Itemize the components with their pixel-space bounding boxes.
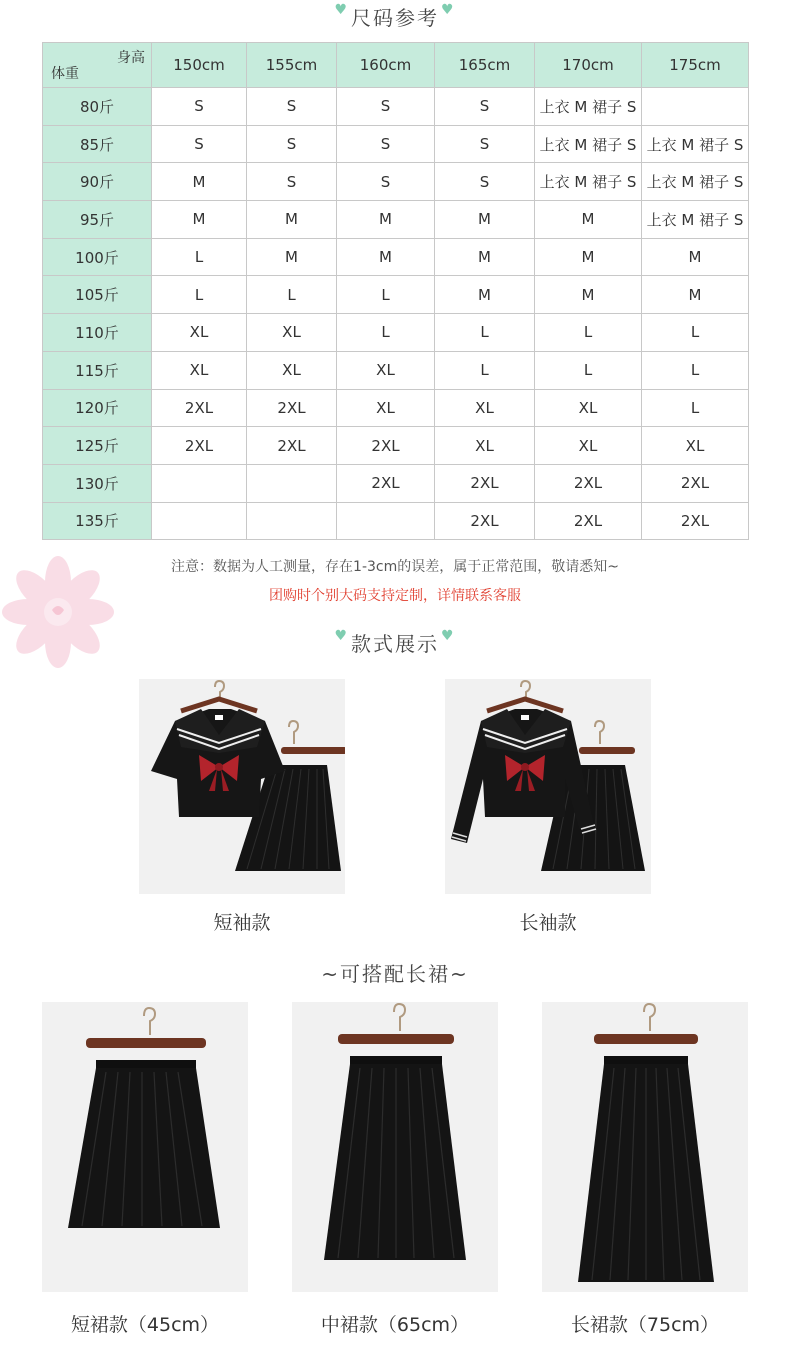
size-cell: 上衣 M 裙子 S — [535, 88, 642, 126]
table-corner-cell — [43, 43, 152, 88]
size-cell: 上衣 M 裙子 S — [642, 201, 749, 239]
size-cell: M — [152, 201, 247, 239]
weight-cell: 130斤 — [43, 464, 152, 502]
medium-skirt-caption: 中裙款（65cm） — [320, 1314, 470, 1336]
table-row — [43, 125, 749, 163]
size-cell: 上衣 M 裙子 S — [535, 163, 642, 201]
weight-axis-label: 体重 — [51, 66, 79, 82]
size-cell: L — [642, 389, 749, 427]
group-purchase-note: 团购时个别大码支持定制，详情联系客服 — [269, 588, 521, 604]
size-reference-title: 尺码参考 — [351, 6, 439, 30]
height-header-cell: 160cm — [337, 43, 435, 88]
size-cell: L — [152, 276, 247, 314]
size-cell: XL — [152, 314, 247, 352]
size-cell: S — [152, 125, 247, 163]
medium-skirt-photo — [292, 1002, 498, 1292]
heart-icon: ♥ — [334, 2, 349, 18]
long-skirt-photo — [542, 1002, 748, 1292]
size-cell: 2XL — [642, 464, 749, 502]
size-cell — [152, 464, 247, 502]
size-cell: 2XL — [247, 389, 337, 427]
size-cell — [642, 88, 749, 126]
height-header-cell: 175cm — [642, 43, 749, 88]
weight-cell: 95斤 — [43, 201, 152, 239]
size-cell: 2XL — [535, 502, 642, 540]
size-cell: M — [535, 201, 642, 239]
height-header-cell: 155cm — [247, 43, 337, 88]
long-skirt-caption: 长裙款（75cm） — [570, 1314, 720, 1336]
size-cell: L — [642, 314, 749, 352]
size-cell: XL — [535, 427, 642, 465]
size-cell: 2XL — [247, 427, 337, 465]
size-cell: M — [337, 238, 435, 276]
height-header-cell: 170cm — [535, 43, 642, 88]
table-row — [43, 502, 749, 540]
size-cell: M — [535, 238, 642, 276]
size-cell: 2XL — [435, 464, 535, 502]
size-cell: S — [337, 88, 435, 126]
table-row — [43, 276, 749, 314]
size-table-body — [43, 88, 749, 540]
heart-icon: ♥ — [441, 2, 456, 18]
heart-icon: ♥ — [441, 628, 456, 644]
weight-cell: 135斤 — [43, 502, 152, 540]
short-skirt-caption: 短裙款（45cm） — [70, 1314, 220, 1336]
size-cell: S — [435, 88, 535, 126]
size-cell: XL — [152, 351, 247, 389]
weight-cell: 100斤 — [43, 238, 152, 276]
size-cell: XL — [337, 351, 435, 389]
size-cell: XL — [247, 314, 337, 352]
size-cell: S — [152, 88, 247, 126]
size-cell: L — [535, 351, 642, 389]
weight-cell: 120斤 — [43, 389, 152, 427]
table-row — [43, 314, 749, 352]
size-cell: 2XL — [152, 389, 247, 427]
size-cell: XL — [337, 389, 435, 427]
table-header-row — [43, 43, 749, 88]
long-sleeve-uniform-image — [445, 679, 651, 894]
weight-cell: 80斤 — [43, 88, 152, 126]
height-axis-label: 身高 — [117, 50, 145, 66]
size-cell: M — [435, 276, 535, 314]
heart-icon: ♥ — [334, 628, 349, 644]
size-cell: M — [247, 201, 337, 239]
long-skirt-image — [542, 1002, 748, 1292]
size-cell: 上衣 M 裙子 S — [642, 163, 749, 201]
size-cell: 2XL — [435, 502, 535, 540]
size-cell: XL — [642, 427, 749, 465]
size-cell: S — [435, 163, 535, 201]
size-cell: XL — [435, 427, 535, 465]
size-cell: M — [247, 238, 337, 276]
size-cell: S — [337, 163, 435, 201]
table-row — [43, 351, 749, 389]
style-display-title: 款式展示 — [351, 632, 439, 656]
table-row — [43, 163, 749, 201]
table-row — [43, 389, 749, 427]
table-row — [43, 464, 749, 502]
size-cell: L — [337, 276, 435, 314]
size-cell: XL — [435, 389, 535, 427]
size-cell: L — [247, 276, 337, 314]
size-cell: L — [152, 238, 247, 276]
long-sleeve-caption: 长袖款 — [519, 912, 577, 934]
size-cell: M — [435, 238, 535, 276]
height-header-cell: 150cm — [152, 43, 247, 88]
size-cell: L — [535, 314, 642, 352]
long-sleeve-uniform-photo — [445, 679, 651, 894]
size-cell: M — [337, 201, 435, 239]
weight-cell: 110斤 — [43, 314, 152, 352]
table-row — [43, 201, 749, 239]
size-cell: M — [435, 201, 535, 239]
weight-cell: 125斤 — [43, 427, 152, 465]
size-cell: S — [247, 163, 337, 201]
table-row — [43, 88, 749, 126]
size-cell: 2XL — [337, 427, 435, 465]
long-skirt-heading: ~可搭配长裙~ — [321, 962, 469, 986]
short-skirt-photo — [42, 1002, 248, 1292]
size-cell: XL — [535, 389, 642, 427]
weight-cell: 115斤 — [43, 351, 152, 389]
size-cell: S — [247, 125, 337, 163]
size-cell: 2XL — [337, 464, 435, 502]
short-skirt-image — [42, 1002, 248, 1292]
measurement-note: 注意：数据为人工测量，存在1-3cm的误差，属于正常范围，敬请悉知~ — [171, 559, 619, 575]
size-cell: 2XL — [152, 427, 247, 465]
medium-skirt-image — [292, 1002, 498, 1292]
short-sleeve-uniform-photo — [139, 679, 345, 894]
size-cell: 上衣 M 裙子 S — [642, 125, 749, 163]
size-cell: M — [152, 163, 247, 201]
size-cell: S — [435, 125, 535, 163]
weight-cell: 85斤 — [43, 125, 152, 163]
size-chart-table — [42, 42, 749, 540]
size-cell: L — [435, 351, 535, 389]
weight-cell: 105斤 — [43, 276, 152, 314]
size-cell: XL — [247, 351, 337, 389]
short-sleeve-caption: 短袖款 — [213, 912, 271, 934]
size-cell: L — [642, 351, 749, 389]
style-display-heading — [0, 628, 790, 657]
table-row — [43, 238, 749, 276]
size-cell: 2XL — [535, 464, 642, 502]
size-cell — [337, 502, 435, 540]
size-cell: S — [337, 125, 435, 163]
size-cell: L — [435, 314, 535, 352]
size-cell: M — [535, 276, 642, 314]
size-cell — [152, 502, 247, 540]
size-cell: S — [247, 88, 337, 126]
weight-cell: 90斤 — [43, 163, 152, 201]
short-sleeve-uniform-image — [139, 679, 345, 894]
size-cell — [247, 502, 337, 540]
height-header-cell: 165cm — [435, 43, 535, 88]
table-row — [43, 427, 749, 465]
size-cell — [247, 464, 337, 502]
size-cell: 上衣 M 裙子 S — [535, 125, 642, 163]
size-cell: 2XL — [642, 502, 749, 540]
size-cell: L — [337, 314, 435, 352]
size-reference-heading — [0, 2, 790, 31]
size-cell: M — [642, 276, 749, 314]
size-cell: M — [642, 238, 749, 276]
